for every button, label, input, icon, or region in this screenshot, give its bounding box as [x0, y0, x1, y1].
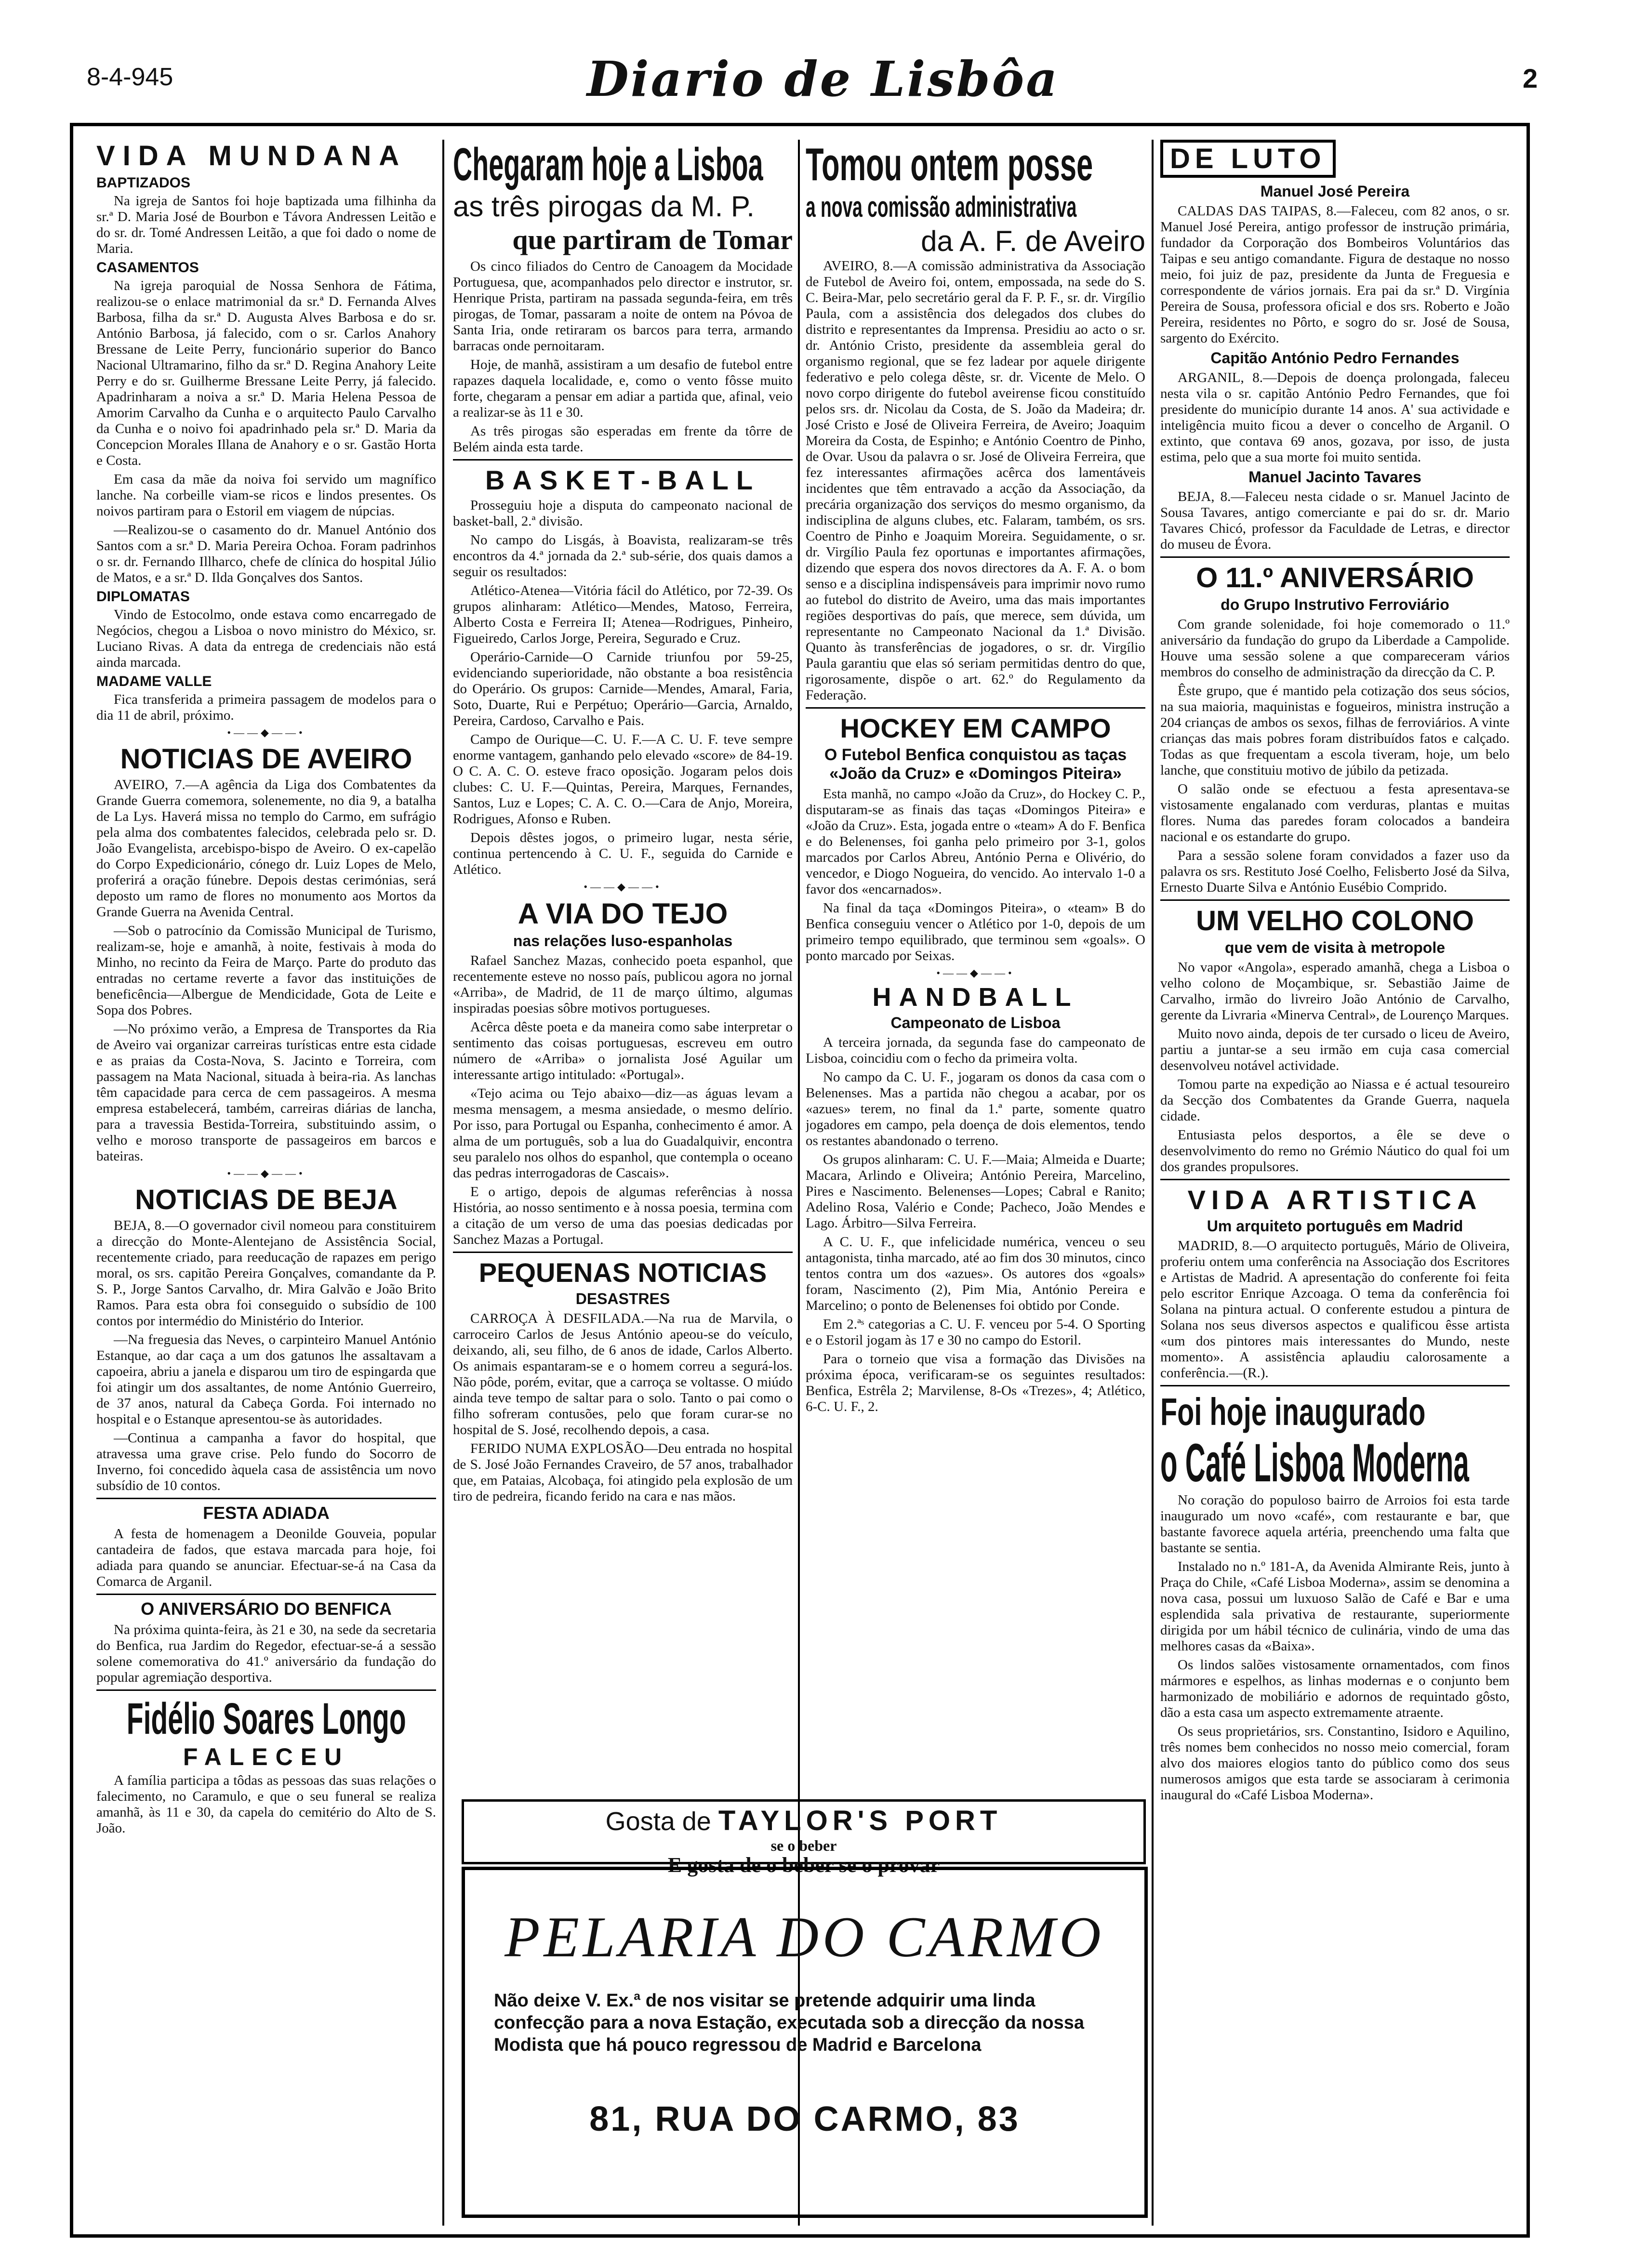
benfica-heading: O ANIVERSÁRIO DO BENFICA — [141, 1599, 392, 1619]
pirogas-text: Hoje, de manhã, assistiram a um desafio de futebol entre rapazes daquela localidade, e, como o vento fôsse muito forte, chegaram a pensar em adiar a partida que, afinal, veio a realizar-se às 11 e 30. — [453, 357, 793, 420]
de-luto-heading: DE LUTO — [1160, 140, 1336, 178]
noticias-aveiro-heading: NOTICIAS DE AVEIRO — [120, 743, 412, 775]
vida-artistica-subheading: Um arquiteto português em Madrid — [1207, 1217, 1463, 1235]
via-tejo-subheading: nas relações luso-espanholas — [513, 932, 733, 949]
pequenas-noticias-heading: PEQUENAS NOTICIAS — [478, 1257, 767, 1288]
divider — [1160, 1179, 1510, 1180]
via-tejo-text: E o artigo, depois de algumas referências à nossa História, ao nosso sentimento e à nossa poesia, termina com a citação de um verso de uma das poesias dedicadas por Sanchez Mazas a Portugal. — [453, 1184, 793, 1247]
festa-adiada-heading: FESTA ADIADA — [203, 1503, 330, 1523]
de-luto-heading-wrap — [1160, 140, 1510, 180]
aniversario-text: Êste grupo, que é mantido pela cotização dos seus sócios, na sua maioria, maquinistas e fogueiros, ministra instrução a 204 crianças de ambos os sexos, filhas de ferroviários. A vinte crianças das mais pobres foram distribuídos fatos e calçado. Todas as que frequentam a escola tiveram, hoje, um belo lanche, que constituiu motivo de júbilo da petizada. — [1160, 683, 1510, 778]
pelaria-text: Não deixe V. Ex.ª de nos visitar se pretende adquirir uma linda confecção para a nova Estação, executada sob a direcção da nossa Modista que há pouco regressou de Madrid e Barcelona — [494, 1991, 1084, 2055]
handball-subheading: Campeonato de Lisboa — [890, 1014, 1061, 1031]
hockey-text: Na final da taça «Domingos Piteira», o «team» B do Benfica conseguiu vencer o Atlético por 1-0, depois de um primeiro tempo equilibrado, que terminou sem «goals». O ponto marcado por Seixas. — [806, 900, 1145, 963]
diplomatas-text: Vindo de Estocolmo, onde estava como encarregado de Negócios, chegou a Lisboa o novo ministro do México, sr. Luciano Rivas. A data da entrega de credenciais não está ainda marcada. — [96, 607, 436, 670]
aniversario-text: Com grande solenidade, foi hoje comemorado o 11.º aniversário da fundação do grupo da Liberdade a Campolide. Houve uma sessão solene a que compareceram vários membros do conselho de administração da direcção da C. P. — [1160, 617, 1510, 680]
handball-text: No campo da C. U. F., jogaram os donos da casa com o Belenenses. Mas a partida não chegou a acabar, por os «azues» terem, no final da 1.ª parte, somente quatro jogadores em campo, pela doença de dois elementos, tendo os restantes abandonado o terreno. — [806, 1069, 1145, 1148]
divider — [453, 459, 793, 461]
pirogas-subheadline-2: que partiram de Tomar — [512, 224, 793, 255]
hockey-subheading: O Futebol Benfica conquistou as taças «João da Cruz» e «Domingos Piteira» — [824, 746, 1127, 783]
posse-subheadline-2: da A. F. de Aveiro — [921, 225, 1145, 257]
page-number: 2 — [1523, 63, 1538, 93]
via-tejo-heading: A VIA DO TEJO — [518, 897, 728, 930]
divider — [1160, 1385, 1510, 1386]
pirogas-subheadline: as três pirogas da M. P. — [453, 190, 755, 223]
via-tejo-text: «Tejo acima ou Tejo abaixo—diz—as águas levam a mesma mensagem, a mesma ansiedade, o mesmo delírio. Por isso, para Portugal ou Espanha, conhecimento é amor. A alma de um português, sob a lua do Guadalquivir, encontra seu paralelo nos olhos do espanhol, que contempla o oceano das pedras interrogadoras de Cascais». — [453, 1086, 793, 1181]
cafe-headline-2: o Café Lisboa Moderna — [1160, 1433, 1469, 1493]
madame-valle-text: Fica transferida a primeira passagem de modelos para o dia 11 de abril, próximo. — [96, 692, 436, 723]
separator: •——◆——• — [227, 1167, 305, 1179]
hockey-text: Esta manhã, no campo «João da Cruz», do Hockey C. P., disputaram-se as finais das taças «Domingos Piteira» e «João da Cruz». Esta, jogada entre o «team» A do F. Benfica e do Belenenses, foi ganha pelo primeiro por 3-1, golos marcados por Carlos Abreu, António Perna e Olivério, do vencedor, e Diogo Nogueira, do vencido. Ao intervalo 1-0 a favor dos «encarnados». — [806, 786, 1145, 897]
divider — [96, 1689, 436, 1691]
pelaria-title: PELARIA DO CARMO — [504, 1905, 1105, 1969]
obituary-name: Fidélio Soares Longo — [126, 1695, 406, 1743]
taylors-gosta: Gosta de — [605, 1807, 711, 1836]
divider — [1160, 556, 1510, 558]
handball-heading: HANDBALL — [872, 983, 1079, 1012]
beja-text: —Continua a campanha a favor do hospital, que atravessa uma grave crise. Pelo fundo do Socorro de Inverno, foi concedido àquela casa de assistência um novo subsídio de 10 contos. — [96, 1430, 436, 1493]
vida-artistica-text: MADRID, 8.—O arquitecto português, Mário de Oliveira, proferiu ontem uma conferência na Associação dos Escritores e Artistas de Madrid. A apresentação do conferente foi feita pelo escritor Enrique Azcoaga. O tema da conferência foi Solana na pintura actual. O conferente estudou a pintura de Solana nos seus diversos aspectos e qualificou êsse artista «um dos pintores mais interessantes do Mundo, neste momento». A assistência aplaudiu calorosamente a conferência.—(R.). — [1160, 1238, 1510, 1381]
handball-text: A C. U. F., que infelicidade numérica, venceu o seu antagonista, tinha marcado, até ao fim dos 30 minutos, cinco tentos contra um dos «azues». Os autores dos «goals» foram, Nascimento (2), Pim Mia, António Pereira e Marcelino; o ponto de Belenenses foi obtido por Conde. — [806, 1234, 1145, 1313]
column-4 — [1160, 140, 1510, 2226]
column-1 — [96, 140, 436, 2226]
posse-text: AVEIRO, 8.—A comissão administrativa da Associação de Futebol de Aveiro foi, ontem, empossada, na sede do S. C. Beira-Mar, pelo secretário geral da F. P. F., sr. dr. Virgílio Paula, com a assistência dos delegados dos clubes do distrito e representantes da Imprensa. Presidiu ao acto o sr. dr. António Cristo, presidente da assembleia geral do organismo regional, que se fez ladear por aquele dirigente federativo e pelo colega dêste, sr. dr. Vicente de Melo. O novo corpo dirigente do futebol aveirense ficou constituído pelos srs. dr. Nicolau da Costa, de S. João da Madeira; dr. José Cristo e José de Oliveira Ferreira, de Aveiro; Joaquim Moreira da Costa, de Espinho; e António Coentro de Pinho, de Ovar. Usou da palavra o sr. José de Oliveira Ferreira, que fez interessantes afirmações acêrca dos lamentáveis incidentes que têm entravado a acção da Associação, da precária organização dos serviços do mesmo organismo, da indisciplina de alguns clubes, etc. Falaram, também, os srs. Coentro de Pinho e Joaquim Moreira. Seguidamente, o sr. dr. Virgílio Paula fez oportunas e importantes afirmações, dizendo que espera dos novos directores da A. F. A. o bom senso e a disciplina indispensáveis para imprimir novo rumo ao futebol do distrito de Aveiro, uma das mais importantes regiões desportivas do país, que merece, sem dúvida, um representante no Campeonato Nacional da 1.ª Divisão. Quanto às transferências de jogadores, o sr. dr. Virgílio Paula garantiu que elas só seriam permitidas dentro do que, rigorosamente, dispõe o art. 62.º do Regulamento da Federação. — [806, 258, 1145, 703]
benfica-text: Na próxima quinta-feira, às 21 e 30, na sede da secretaria do Benfica, rua Jardim do Regedor, efectuar-se-á a sessão solene comemorativa do 41.º aniversário da fundação do popular agremiação desportiva. — [96, 1622, 436, 1685]
basketball-text: No campo do Lisgás, à Boavista, realizaram-se três encontros da 4.ª jornada da 2.ª sub-série, dos quais damos a seguir os resultados: — [453, 532, 793, 580]
divider — [96, 1498, 436, 1499]
obituary-text: A família participa a tôdas as pessoas das suas relações o falecimento, no Caramulo, e que o seu funeral se realiza amanhã, às 11 e 30, da capela do cemitério do Alto de S. João. — [96, 1773, 436, 1836]
handball-text: A terceira jornada, da segunda fase do campeonato de Lisboa, coincidiu com o fecho da primeira volta. — [806, 1035, 1145, 1066]
basketball-text: Atlético-Atenea—Vitória fácil do Atlético, por 72-39. Os grupos alinharam: Atlético—Mendes, Matoso, Ferreira, Alberto Costa e Ferreira II; Atenea—Rodrigues, Pinheiro, Figueiredo, Carlos Jorge, Pereira, Segurado e Cruz. — [453, 583, 793, 646]
aniversario-heading: O 11.º ANIVERSÁRIO — [1196, 562, 1474, 593]
colono-text: Entusiasta pelos desportos, a êle se deve o desenvolvimento do remo no Grémio Náutico do qual foi um dos grandes propulsores. — [1160, 1127, 1510, 1174]
divider — [1160, 899, 1510, 901]
colono-heading: UM VELHO COLONO — [1196, 905, 1474, 936]
vida-artistica-heading: VIDA ARTISTICA — [1187, 1185, 1483, 1215]
separator: •——◆——• — [936, 967, 1015, 979]
issue-date: 8-4-945 — [87, 63, 173, 91]
aveiro-text: —No próximo verão, a Empresa de Transportes da Ria de Aveiro vai organizar carreiras turísticas entre esta cidade e as praias da Costa-Nova, S. Jacinto e Torreira, com passagem na Mata Nacional, situada à beira-ria. As lanchas têm capacidade para cerca de cem passageiros. A mesma empresa estabelecerá, também, carreiras diárias de lancha, para a travessia Bestida-Torreira, substituindo assim, o velho e moroso transporte de passageiros em barcos e bateiras. — [96, 1021, 436, 1164]
pequenas-noticias-text: CARROÇA À DESFILADA.—Na rua de Marvila, o carroceiro Carlos de Jesus António apeou-se do veículo, deixando, ali, seu filho, de 6 anos de idade, Carlos Alberto. Os animais espantaram-se e o homem correu a segurá-los. Não pôde, porém, evitar, que a carroça se voltasse. O miúdo ainda teve tempo de saltar para o solo. Tanto o pai como o filho sofreram contusões, pelo que foram curar-se no hospital de S. José, recolhendo depois, a casa. — [453, 1311, 793, 1437]
pequenas-noticias-text: FERIDO NUMA EXPLOSÃO—Deu entrada no hospital de S. José João Fernandes Craveiro, de 57 anos, trabalhador que, em Pataias, Alcobaça, foi atingido pela explosão de um tiro de pedreira, ficando ferido na cara e nas mãos. — [453, 1441, 793, 1504]
posse-subheadline: a nova comissão administrativa — [806, 191, 1077, 223]
separator: •——◆——• — [227, 726, 305, 738]
divider — [806, 707, 1145, 709]
handball-text: Para o torneio que visa a formação das Divisões na próxima época, verificaram-se os seguintes resultados: Benfica, Estrêla 2; Marvilense, 8-Os «Trezes», 4; Atlético, 6-C. U. F., 2. — [806, 1351, 1145, 1414]
hockey-heading: HOCKEY EM CAMPO — [840, 713, 1111, 743]
noticias-beja-heading: NOTICIAS DE BEJA — [135, 1184, 398, 1215]
casamentos-text: Em casa da mãe da noiva foi servido um magnífico lanche. Na corbeille viam-se ricos e lindos presentes. Os noivos partiram para o Estoril em viagem de núpcias. — [96, 472, 436, 519]
desastres-subheading: DESASTRES — [575, 1290, 670, 1307]
basketball-heading: BASKET-BALL — [485, 465, 761, 495]
cafe-headline: Foi hoje inaugurado — [1160, 1390, 1426, 1433]
cafe-text: Os lindos salões vistosamente ornamentados, com finos mármores e espelhos, as linhas modernas e o conjunto bem harmonizado de mobiliário e adornos de requintado gôsto, dão a esta casa um aspecto extremamente atraente. — [1160, 1657, 1510, 1720]
baptizados-text: Na igreja de Santos foi hoje baptizada uma filhinha da sr.ª D. Maria José de Bourbon e Távora Andressen Leitão e do sr. dr. Tomé Andressen Leitão, a que foi dado o nome de Maria. — [96, 193, 436, 256]
casamentos-text: —Realizou-se o casamento do dr. Manuel António dos Santos com a sr.ª D. Maria Pereira Ochoa. Foram padrinhos o sr. dr. Fernando Illharco, chefe de clínica do hospital Júlio de Matos, e a sr.ª D. Ilda Gonçalves dos Santos. — [96, 522, 436, 585]
obit-text: CALDAS DAS TAIPAS, 8.—Faleceu, com 82 anos, o sr. Manuel José Pereira, antigo professor de instrução primária, fundador da Corporação dos Bombeiros Voluntários das Taipas e seu antigo comandante. Figura de destaque no nosso meio, foi juiz de paz, presidente da Junta de Freguesia e correspondente de vários jornais. Era pai da sr.ª D. Virgínia Pereira de Sousa, professora oficial e dos srs. Roberto e João Pereira, residentes no Pôrto, e sogro do sr. José de Sousa, sargento do Exército. — [1160, 203, 1510, 346]
divider — [96, 1594, 436, 1595]
handball-text: Os grupos alinharam: C. U. F.—Maia; Almeida e Duarte; Macara, Arlindo e Oliveira; António Pereira, Marcelino, Pires e Nascimento. Belenenses—Lopes; Cabral e Ranito; Adelino Rosa, Valério e Conde; Pacheco, João Mendes e Lago. Árbitro—Silva Ferreira. — [806, 1152, 1145, 1231]
basketball-text: Campo de Ourique—C. U. F.—A C. U. F. teve sempre enorme vantagem, ganhando pelo elevado «score» de 84-19. O C. A. C. O. esteve fraco oposição. Jogaram pelos dois clubes: C. U. F.—Quintas, Pereira, Marques, Fernandes, Santos, Luz e Lopes; C. A. C. O.—Cara de Anjo, Moreira, Rodrigues, Afonso e Ruben. — [453, 732, 793, 827]
colono-text: Tomou parte na expedição ao Niassa e é actual tesoureiro da Secção dos Combatentes da Grande Guerra, naquela cidade. — [1160, 1077, 1510, 1124]
aniversario-subheading: do Grupo Instrutivo Ferroviário — [1221, 596, 1449, 613]
posse-headline: Tomou ontem posse — [806, 140, 1093, 190]
basketball-text: Prosseguiu hoje a disputa do campeonato nacional de basket-ball, 2.ª divisão. — [453, 498, 793, 529]
cafe-text: Os seus proprietários, srs. Constantino, Isidoro e Aquilino, três nomes bem conhecidos no nosso meio comercial, foram alvo dos maiores elogios tanto do público como dos seus numerosos amigos que esta tarde se associaram à cerimonia inaugural do «Café Lisboa Moderna». — [1160, 1724, 1510, 1803]
separator: •——◆——• — [584, 881, 662, 893]
vida-mundana-heading: VIDA MUNDANA — [96, 140, 407, 171]
taylors-line-2: se o beber — [770, 1837, 837, 1854]
cafe-text: Instalado no n.º 181-A, da Avenida Almirante Reis, junto à Praça do Chile, «Café Lisboa Moderna», assim se denomina a nova casa, possui um luxuoso Salão de Café e Bar e uma esplendida sala privativa de restaurante, superiormente dirigida por um hábil técnico de culinária, vindo de uma das melhores casas da «Baixa». — [1160, 1559, 1510, 1654]
obit-text: BEJA, 8.—Faleceu nesta cidade o sr. Manuel Jacinto de Sousa Tavares, antigo comerciante e pai do sr. dr. Mario Tavares Chicó, professor da Faculdade de Letras, e director do museu de Évora. — [1160, 489, 1510, 552]
obituary-block — [96, 1695, 436, 1743]
via-tejo-text: Rafael Sanchez Mazas, conhecido poeta espanhol, que recentemente esteve no nosso país, publicou agora no jornal «Arriba», de Madrid, de 11 de março último, algumas inspiradas poesias sôbre motivos portugueses. — [453, 953, 793, 1016]
pirogas-text: Os cinco filiados do Centro de Canoagem da Mocidade Portuguesa, que, acompanhados pelo director e instrutor, sr. Henrique Prista, partiram na passada segunda-feira, em três pirogas, de Tomar, passaram a noite de ontem na Póvoa de Santa Iria, onde retiraram os barcos para terra, armando barracas onde pernoitaram. — [453, 259, 793, 354]
taylors-line-1 — [464, 1805, 1143, 1837]
pelaria-carmo-ad — [462, 1867, 1148, 2218]
obit-text: ARGANIL, 8.—Depois de doença prolongada, faleceu nesta vila o sr. capitão António Pedro Fernandes, que foi presidente do município durante 14 anos. A' sua actividade e inteligência muito ficou a dever o concelho de Arganil. O extinto, que contava 69 anos, gozava, por isso, de justa estima, pelo que a sua morte foi muito sentida. — [1160, 370, 1510, 465]
aveiro-text: AVEIRO, 7.—A agência da Liga dos Combatentes da Grande Guerra comemora, solenemente, no dia 9, a batalha de La Lys. Haverá missa no templo do Carmo, em sufrágio pela alma dos combatentes falecidos, celebrada pelo sr. D. João Evangelista, arcebispo-bispo de Aveiro. O ex-capelão do Corpo Expedicionário, cónego dr. Luiz Lopes de Melo, proferirá a oração fúnebre. Depois destas cerimónias, será deposto um ramo de flores no monumento aos Mortos da Grande Guerra na Avenida Central. — [96, 777, 436, 920]
aniversario-text: Para a sessão solene foram convidados a fazer uso da palavra os srs. Restituto José Coelho, Felisberto José da Silva, Ernesto Duarte Silva e António Eusébio Comprido. — [1160, 848, 1510, 895]
basketball-text: Depois dêstes jogos, o primeiro lugar, nesta série, continua pertencendo à C. U. F., seguida do Carnide e Atlético. — [453, 830, 793, 877]
pirogas-headline: Chegaram hoje a Lisboa — [453, 140, 763, 190]
casamentos-text: Na igreja paroquial de Nossa Senhora de Fátima, realizou-se o enlace matrimonial da sr.ª D. Fernanda Alves Barbosa, filha da sr.ª D. Augusta Alves Barbosa e do sr. António Barbosa, já falecido, com o sr. Carlos Anahory Bressane de Leite Perry, funcionário superior do Banco Nacional Ultramarino, filho da sr.ª D. Regina Anahory Leite Perry e do sr. Guilherme Bressane Leite Perry, já falecido. Apadrinharam a noiva a sr.ª D. Maria Helena Pessoa de Amorim Carvalho da Cunha e o arquitecto Paulo Carvalho da Cunha e o noivo foi apadrinhado pela sr.ª D. Maria da Concepcion Morales Illana de Anahory e o sr. Gastão Horta e Costa. — [96, 278, 436, 468]
obituary-faleceu: FALECEU — [183, 1743, 350, 1770]
colono-text: Muito novo ainda, depois de ter cursado o liceu de Aveiro, partiu a juntar-se a seu irmão em cuja casa comercial desenvolveu notável actividade. — [1160, 1026, 1510, 1073]
obit-name: Manuel José Pereira — [1260, 183, 1410, 200]
taylors-line-3: E gosta de o beber se o provar — [667, 1853, 940, 1877]
beja-text: BEJA, 8.—O governador civil nomeou para constituirem a direcção do Monte-Alentejano de Assistência Social, recentemente criado, para reeducação de rapazes em perigo moral, os srs. capitão Pereira Gonçalves, comandante da P. S. P., Jorge Santos Carvalho, dr. Mira Galvão e João Brito Ramos. Para esta obra foi conseguido o subsídio de 100 contos por intermédio do Ministério do Interior. — [96, 1218, 436, 1329]
aniversario-text: O salão onde se efectuou a festa apresentava-se vistosamente engalanado com verduras, plantas e muitas flores. Numa das paredes foram colocados a bandeira nacional e os estandarte do grupo. — [1160, 781, 1510, 844]
basketball-text: Operário-Carnide—O Carnide triunfou por 59-25, evidenciando superioridade, não obstante a boa resistência do Operário. Os grupos: Carnide—Mendes, Amaral, Faria, Soto, Duarte, Rui e Perpétuo; Operário—Garcia, Arnaldo, Pereira, Cardoso, Carvalho e Pais. — [453, 649, 793, 728]
obit-name: Capitão António Pedro Fernandes — [1210, 349, 1460, 367]
divider — [453, 1252, 793, 1253]
pelaria-address: 81, RUA DO CARMO, 83 — [589, 2100, 1020, 2138]
obit-name: Manuel Jacinto Tavares — [1248, 468, 1421, 486]
handball-text: Em 2.ªˢ categorias a C. U. F. venceu por 5-4. O Sporting e o Estoril jogam às 17 e 30 no campo do Estoril. — [806, 1317, 1145, 1348]
cafe-text: No coração do populoso bairro de Arroios foi esta tarde inaugurado um novo «café», com restaurante e bar, que bastante favorece aquela artéria, preenchendo uma falta que bastante se sentia. — [1160, 1492, 1510, 1556]
column-rule — [442, 140, 444, 2226]
taylors-port-ad — [462, 1799, 1146, 1877]
casamentos-label: CASAMENTOS — [96, 260, 199, 276]
madame-valle-label: MADAME VALLE — [96, 673, 212, 689]
baptizados-label: BAPTIZADOS — [96, 175, 190, 191]
aveiro-text: —Sob o patrocínio da Comissão Municipal de Turismo, realizam-se, hoje e amanhã, à noite, festivais à moda do Minho, no recinto da Feira de Março. Parte do produto das entradas no certame reverte a favor das instituições de beneficência—Albergue de Mendicidade, Gota de Leite e Sopa dos Pobres. — [96, 923, 436, 1018]
colono-subheading: que vem de visita à metropole — [1224, 939, 1446, 956]
beja-text: —Na freguesia das Neves, o carpinteiro Manuel António Estanque, ao dar caça a um dos gatunos lhe assaltavam a capoeira, abriu a janela e disparou um tiro de espingarda que foi atingir um dos assaltantes, de nome António Guerreiro, de 37 anos, natural da Cabeça Gorda. Foi internado no hospital e o Estanque apresentou-se às autoridades. — [96, 1332, 436, 1427]
festa-adiada-text: A festa de homenagem a Deonilde Gouveia, popular cantadeira de fados, que estava marcada para hoje, foi adiada para quando se anunciar. Efectuar-se-á na Casa da Comarca de Arganil. — [96, 1526, 436, 1589]
colono-text: No vapor «Angola», esperado amanhã, chega a Lisboa o velho colono de Moçambique, sr. Sebastião Jaime de Carvalho, irmão do livreiro João António de Carvalho, gerente da Livraria «Minerva Central», de Lourenço Marques. — [1160, 960, 1510, 1023]
via-tejo-text: Acêrca dêste poeta e da maneira como sabe interpretar o sentimento das coisas portuguesas, escreveu em outro número de «Arriba» o jornalista José Aguilar um interessante artigo intitulado: «Portugal». — [453, 1019, 793, 1082]
taylors-brand: TAYLOR'S PORT — [718, 1805, 1002, 1836]
diplomatas-label: DIPLOMATAS — [96, 589, 190, 605]
masthead: Diario de Lisbôa — [586, 51, 1060, 107]
page-header — [0, 0, 1646, 120]
pirogas-text: As três pirogas são esperadas em frente da tôrre de Belém ainda esta tarde. — [453, 423, 793, 455]
column-rule — [1152, 140, 1154, 2226]
